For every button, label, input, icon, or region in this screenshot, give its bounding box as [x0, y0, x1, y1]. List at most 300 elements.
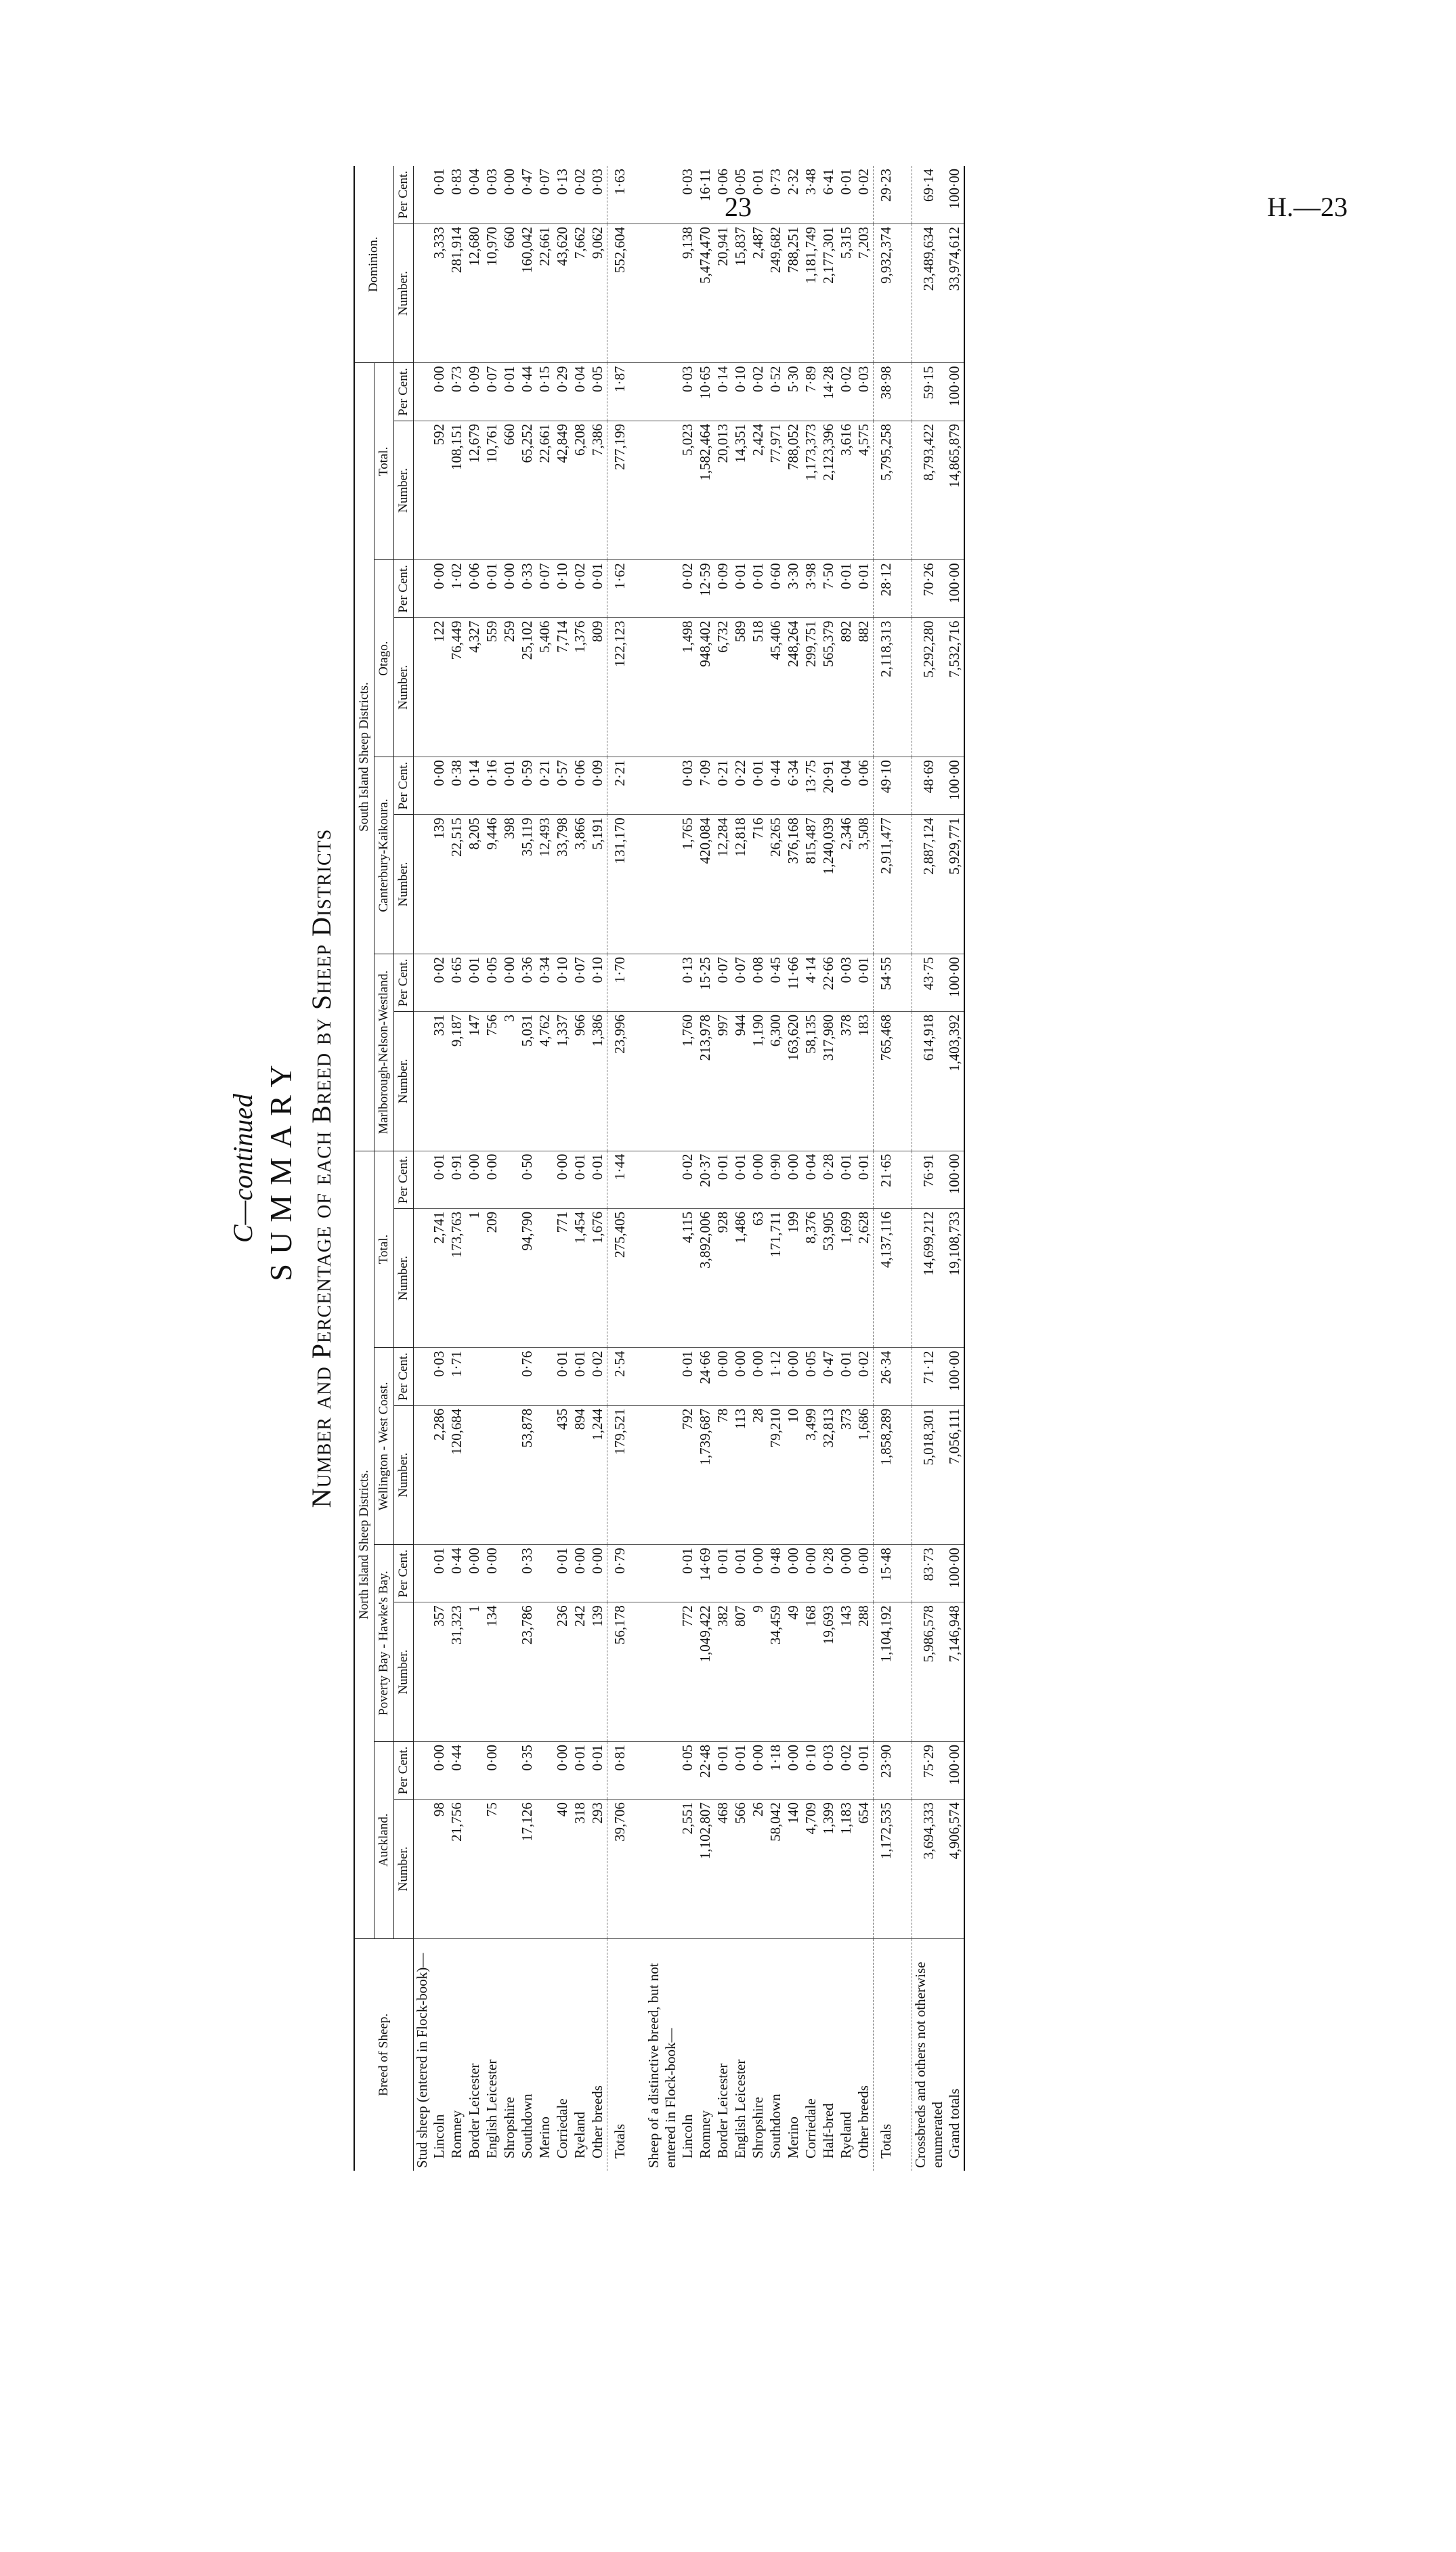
empty-cell — [645, 618, 679, 757]
empty-cell — [413, 757, 431, 815]
number-cell: 19,693 — [820, 1602, 838, 1742]
number-cell: 2,911,477 — [873, 815, 899, 954]
percent-cell: 10·65 — [697, 363, 714, 421]
number-cell: 77,971 — [767, 421, 785, 560]
number-cell: 65,252 — [519, 421, 536, 560]
number-cell — [501, 1602, 519, 1742]
percent-cell: 100·00 — [946, 1151, 964, 1208]
percent-cell: 0·00 — [802, 1545, 820, 1602]
number-cell: 4,762 — [536, 1011, 554, 1151]
number-cell: 3,616 — [838, 421, 855, 560]
row-label: Corriedale — [554, 2098, 571, 2158]
number-cell: 20,013 — [714, 421, 732, 560]
percent-cell: 0·03 — [679, 166, 697, 224]
percent-cell: 0·57 — [554, 757, 572, 815]
empty-cell — [899, 1348, 912, 1405]
row-label: Lincoln — [431, 2114, 448, 2158]
number-cell: 5,795,258 — [873, 421, 899, 560]
percent-subheader: Per Cent. — [393, 560, 413, 618]
empty-cell — [899, 421, 912, 560]
empty-cell — [413, 166, 431, 224]
empty-cell — [899, 954, 912, 1011]
district-header: Total. — [374, 1151, 393, 1348]
number-cell: 98 — [431, 1800, 448, 1939]
percent-subheader: Per Cent. — [393, 363, 413, 421]
number-cell: 317,980 — [820, 1011, 838, 1151]
number-cell: 756 — [484, 1011, 501, 1151]
empty-cell — [633, 618, 645, 757]
percent-cell — [466, 1348, 484, 1405]
number-cell: 928 — [714, 1208, 732, 1348]
percent-cell: 0·76 — [519, 1348, 536, 1405]
percent-cell: 1·71 — [448, 1348, 466, 1405]
stud-breed-row — [589, 166, 607, 2171]
empty-cell — [899, 224, 912, 363]
percent-cell: 0·10 — [802, 1741, 820, 1799]
number-cell: 94,790 — [519, 1208, 536, 1348]
number-cell: 552,604 — [607, 224, 633, 363]
percent-cell: 0·02 — [589, 1348, 607, 1405]
percent-cell: 7·09 — [697, 757, 714, 815]
number-cell: 12,679 — [466, 421, 484, 560]
number-cell: 2,424 — [750, 421, 767, 560]
number-cell: 2,286 — [431, 1405, 448, 1545]
empty-cell — [899, 363, 912, 421]
empty-cell — [645, 224, 679, 363]
percent-cell: 0·07 — [732, 954, 750, 1011]
district-header: Canterbury-Kaikoura. — [374, 757, 393, 954]
number-cell: 4,115 — [679, 1208, 697, 1348]
percent-cell: 0·01 — [431, 1151, 448, 1208]
number-cell: 143 — [838, 1602, 855, 1742]
empty-cell — [645, 1208, 679, 1348]
empty-cell — [645, 166, 679, 224]
stud-breed-row — [466, 166, 484, 2171]
percent-cell: 4·14 — [802, 954, 820, 1011]
number-cell: 765,468 — [873, 1011, 899, 1151]
percent-cell: 0·65 — [448, 954, 466, 1011]
number-subheader: Number. — [393, 1011, 413, 1151]
percent-cell: 0·00 — [572, 1545, 589, 1602]
percent-cell: 0·03 — [431, 1348, 448, 1405]
number-cell: 1,173,373 — [802, 421, 820, 560]
percent-cell: 28·12 — [873, 560, 899, 618]
percent-cell: 0·06 — [466, 560, 484, 618]
percent-cell: 0·01 — [855, 1151, 874, 1208]
empty-cell — [633, 815, 645, 954]
percent-cell: 100·00 — [946, 757, 964, 815]
number-cell: 6,208 — [572, 421, 589, 560]
number-cell: 168 — [802, 1602, 820, 1742]
percent-cell: 1·63 — [607, 166, 633, 224]
number-cell: 1,376 — [572, 618, 589, 757]
empty-cell — [899, 1011, 912, 1151]
percent-cell: 0·00 — [750, 1545, 767, 1602]
number-cell: 1,760 — [679, 1011, 697, 1151]
number-cell: 6,300 — [767, 1011, 785, 1151]
page-number: 23 — [725, 192, 752, 222]
empty-cell — [645, 1348, 679, 1405]
number-cell: 2,487 — [750, 224, 767, 363]
percent-cell: 0·02 — [855, 1348, 874, 1405]
percent-cell: 0·03 — [855, 363, 874, 421]
number-cell: 23,489,634 — [912, 224, 946, 363]
percent-cell: 0·02 — [572, 560, 589, 618]
breed-column-header: Breed of Sheep. — [354, 1938, 413, 2171]
row-label: Grand totals — [946, 1938, 964, 2171]
percent-cell: 71·12 — [912, 1348, 946, 1405]
percent-cell: 0·21 — [714, 757, 732, 815]
number-cell: 5,292,280 — [912, 618, 946, 757]
number-cell: 122,123 — [607, 618, 633, 757]
empty-cell — [633, 421, 645, 560]
number-cell — [536, 1800, 554, 1939]
empty-cell — [645, 421, 679, 560]
empty-cell — [645, 1602, 679, 1742]
percent-cell: 83·73 — [912, 1545, 946, 1602]
percent-cell: 0·07 — [484, 363, 501, 421]
number-cell: 171,711 — [767, 1208, 785, 1348]
percent-cell: 59·15 — [912, 363, 946, 421]
percent-cell: 43·75 — [912, 954, 946, 1011]
number-cell: 420,084 — [697, 815, 714, 954]
distinct-totals-row — [873, 166, 899, 2171]
empty-cell — [413, 1348, 431, 1405]
row-label: English Leicester — [484, 2059, 500, 2158]
number-cell: 378 — [838, 1011, 855, 1151]
percent-cell: 0·22 — [732, 757, 750, 815]
percent-cell: 0·02 — [750, 363, 767, 421]
percent-cell: 0·00 — [785, 1151, 802, 1208]
percent-cell: 0·15 — [536, 363, 554, 421]
percent-cell: 0·00 — [838, 1545, 855, 1602]
number-cell: 10,761 — [484, 421, 501, 560]
row-label: Totals — [607, 1938, 633, 2171]
empty-cell — [899, 560, 912, 618]
distinct-breed-row — [838, 166, 855, 2171]
percent-cell: 100·00 — [946, 363, 964, 421]
number-cell: 5,191 — [589, 815, 607, 954]
number-cell: 31,323 — [448, 1602, 466, 1742]
percent-cell: 0·10 — [554, 954, 572, 1011]
empty-cell — [899, 1800, 912, 1939]
percent-cell: 69·14 — [912, 166, 946, 224]
row-label: Merino — [785, 2117, 802, 2158]
number-cell: 2,551 — [679, 1800, 697, 1939]
number-cell: 7,662 — [572, 224, 589, 363]
number-cell: 76,449 — [448, 618, 466, 757]
percent-cell — [536, 1151, 554, 1208]
number-cell: 373 — [838, 1405, 855, 1545]
number-cell: 771 — [554, 1208, 572, 1348]
empty-cell — [413, 1405, 431, 1545]
stud-breed-row — [554, 166, 572, 2171]
number-cell: 49 — [785, 1602, 802, 1742]
number-cell: 33,974,612 — [946, 224, 964, 363]
number-cell: 3,866 — [572, 815, 589, 954]
percent-cell: 0·00 — [501, 954, 519, 1011]
title-continued: C—continued — [228, 1094, 258, 1243]
number-cell: 139 — [431, 815, 448, 954]
number-cell: 1,399 — [820, 1800, 838, 1939]
number-cell: 12,284 — [714, 815, 732, 954]
percent-cell: 0·35 — [519, 1741, 536, 1799]
percent-cell: 0·52 — [767, 363, 785, 421]
number-cell: 53,878 — [519, 1405, 536, 1545]
percent-subheader: Per Cent. — [393, 1151, 413, 1208]
number-cell: 660 — [501, 421, 519, 560]
empty-cell — [413, 1011, 431, 1151]
percent-subheader: Per Cent. — [393, 166, 413, 224]
percent-cell: 22·48 — [697, 1741, 714, 1799]
percent-cell — [536, 1741, 554, 1799]
percent-cell: 0·04 — [802, 1151, 820, 1208]
number-cell: 8,205 — [466, 815, 484, 954]
district-header: Total. — [374, 363, 393, 560]
empty-cell — [633, 1151, 645, 1208]
table-titles — [227, 142, 337, 2194]
number-cell: 140 — [785, 1800, 802, 1939]
number-cell: 9 — [750, 1602, 767, 1742]
number-cell: 1,337 — [554, 1011, 572, 1151]
number-cell — [536, 1405, 554, 1545]
number-cell — [484, 1405, 501, 1545]
percent-cell: 48·69 — [912, 757, 946, 815]
number-cell: 42,849 — [554, 421, 572, 560]
percent-cell: 0·03 — [679, 363, 697, 421]
percent-cell: 0·09 — [589, 757, 607, 815]
percent-cell: 6·41 — [820, 166, 838, 224]
district-header: Otago. — [374, 560, 393, 757]
percent-cell: 49·10 — [873, 757, 899, 815]
number-cell: 7,532,716 — [946, 618, 964, 757]
number-cell: 5,474,470 — [697, 224, 714, 363]
empty-cell — [645, 363, 679, 421]
empty-cell — [899, 1545, 912, 1602]
number-cell: 8,793,422 — [912, 421, 946, 560]
percent-cell: 0·02 — [838, 1741, 855, 1799]
number-cell: 1,049,422 — [697, 1602, 714, 1742]
percent-cell: 0·00 — [484, 1741, 501, 1799]
percent-cell: 0·01 — [732, 1741, 750, 1799]
number-cell: 9,187 — [448, 1011, 466, 1151]
row-label: Merino — [536, 2117, 553, 2158]
distinct-breed-row — [785, 166, 802, 2171]
empty-cell — [899, 1602, 912, 1742]
percent-cell: 0·01 — [750, 560, 767, 618]
empty-cell — [645, 560, 679, 618]
number-cell: 14,699,212 — [912, 1208, 946, 1348]
number-cell: 23,786 — [519, 1602, 536, 1742]
percent-cell: 0·01 — [501, 757, 519, 815]
empty-cell — [645, 1151, 679, 1208]
percent-cell: 0·01 — [679, 1545, 697, 1602]
distinct-breed-row — [802, 166, 820, 2171]
number-cell: 199 — [785, 1208, 802, 1348]
percent-cell: 5·30 — [785, 363, 802, 421]
percent-cell: 0·60 — [767, 560, 785, 618]
number-cell: 7,386 — [589, 421, 607, 560]
percent-cell: 0·33 — [519, 560, 536, 618]
percent-cell: 2·21 — [607, 757, 633, 815]
number-cell: 716 — [750, 815, 767, 954]
number-cell: 331 — [431, 1011, 448, 1151]
number-cell: 4,575 — [855, 421, 874, 560]
percent-cell: 0·90 — [767, 1151, 785, 1208]
number-cell — [536, 1208, 554, 1348]
percent-cell: 0·09 — [714, 560, 732, 618]
percent-cell: 0·10 — [732, 363, 750, 421]
number-cell: 892 — [838, 618, 855, 757]
number-cell: 3,499 — [802, 1405, 820, 1545]
number-cell: 788,251 — [785, 224, 802, 363]
number-cell: 10,970 — [484, 224, 501, 363]
percent-cell: 70·26 — [912, 560, 946, 618]
percent-cell: 0·00 — [855, 1545, 874, 1602]
number-cell — [466, 1800, 484, 1939]
number-cell: 1,454 — [572, 1208, 589, 1348]
percent-cell: 0·01 — [838, 1348, 855, 1405]
percent-cell: 15·25 — [697, 954, 714, 1011]
percent-subheader: Per Cent. — [393, 1741, 413, 1799]
percent-cell: 0·01 — [750, 757, 767, 815]
percent-cell: 0·02 — [572, 166, 589, 224]
number-cell: 559 — [484, 618, 501, 757]
percent-cell: 0·34 — [536, 954, 554, 1011]
number-cell: 4,327 — [466, 618, 484, 757]
percent-cell: 1·44 — [607, 1151, 633, 1208]
distinct-breed-row — [732, 166, 750, 2171]
empty-cell — [899, 1405, 912, 1545]
number-cell: 32,813 — [820, 1405, 838, 1545]
empty-cell — [633, 757, 645, 815]
percent-cell: 20·91 — [820, 757, 838, 815]
percent-cell: 0·01 — [838, 560, 855, 618]
percent-cell — [484, 1348, 501, 1405]
empty-cell — [413, 560, 431, 618]
stud-totals-row — [607, 166, 633, 2171]
percent-cell: 11·66 — [785, 954, 802, 1011]
empty-cell — [413, 421, 431, 560]
percent-cell: 0·48 — [767, 1545, 785, 1602]
number-cell: 3,694,333 — [912, 1800, 946, 1939]
percent-cell: 0·07 — [536, 166, 554, 224]
number-cell: 788,052 — [785, 421, 802, 560]
row-label: Crossbreds and others not otherwise enumerated — [912, 1938, 946, 2171]
percent-subheader: Per Cent. — [393, 954, 413, 1011]
number-cell: 108,151 — [448, 421, 466, 560]
number-cell: 236 — [554, 1602, 572, 1742]
number-cell: 1,190 — [750, 1011, 767, 1151]
percent-cell: 0·28 — [820, 1545, 838, 1602]
number-cell: 22,661 — [536, 421, 554, 560]
percent-cell: 1·18 — [767, 1741, 785, 1799]
distinct-breed-row — [714, 166, 732, 2171]
empty-cell — [633, 1011, 645, 1151]
percent-cell: 0·00 — [501, 560, 519, 618]
number-cell — [501, 1800, 519, 1939]
number-cell: 259 — [501, 618, 519, 757]
percent-cell: 75·29 — [912, 1741, 946, 1799]
number-cell: 23,996 — [607, 1011, 633, 1151]
empty-cell — [633, 224, 645, 363]
number-cell: 1,686 — [855, 1405, 874, 1545]
empty-cell — [899, 1741, 912, 1799]
empty-cell — [633, 1800, 645, 1939]
percent-cell: 0·16 — [484, 757, 501, 815]
percent-cell: 29·23 — [873, 166, 899, 224]
number-cell: 7,056,111 — [946, 1405, 964, 1545]
percent-cell: 0·44 — [767, 757, 785, 815]
percent-cell: 0·28 — [820, 1151, 838, 1208]
stud-section-heading — [413, 166, 431, 2171]
empty-cell — [413, 363, 431, 421]
percent-cell: 0·14 — [466, 757, 484, 815]
number-cell: 17,126 — [519, 1800, 536, 1939]
number-cell: 654 — [855, 1800, 874, 1939]
number-cell: 277,199 — [607, 421, 633, 560]
number-cell: 113 — [732, 1405, 750, 1545]
number-cell: 2,118,313 — [873, 618, 899, 757]
percent-cell: 0·36 — [519, 954, 536, 1011]
empty-cell — [633, 954, 645, 1011]
percent-cell: 100·00 — [946, 1545, 964, 1602]
percent-cell: 0·00 — [785, 1741, 802, 1799]
percent-cell: 0·01 — [679, 1348, 697, 1405]
percent-cell: 0·02 — [679, 560, 697, 618]
number-cell: 1,102,807 — [697, 1800, 714, 1939]
percent-cell: 0·73 — [448, 363, 466, 421]
number-cell: 5,031 — [519, 1011, 536, 1151]
district-header: Wellington - West Coast. — [374, 1348, 393, 1545]
number-cell: 944 — [732, 1011, 750, 1151]
number-cell: 9,446 — [484, 815, 501, 954]
percent-cell: 0·01 — [855, 560, 874, 618]
dominion-header: Dominion. — [354, 166, 393, 363]
distinct-breed-row — [750, 166, 767, 2171]
number-cell: 5,986,578 — [912, 1602, 946, 1742]
number-cell: 173,763 — [448, 1208, 466, 1348]
stud-breed-row — [448, 166, 466, 2171]
number-cell: 78 — [714, 1405, 732, 1545]
percent-cell: 0·79 — [607, 1545, 633, 1602]
empty-cell — [413, 1800, 431, 1939]
percent-cell: 6·34 — [785, 757, 802, 815]
percent-cell: 0·73 — [767, 166, 785, 224]
percent-cell: 0·21 — [536, 757, 554, 815]
percent-subheader: Per Cent. — [393, 1348, 413, 1405]
empty-cell — [645, 954, 679, 1011]
number-cell: 2,177,301 — [820, 224, 838, 363]
number-cell: 34,459 — [767, 1602, 785, 1742]
row-label: English Leicester — [732, 2059, 749, 2158]
number-cell — [466, 1405, 484, 1545]
number-cell — [501, 1208, 519, 1348]
percent-cell: 1·87 — [607, 363, 633, 421]
number-cell: 75 — [484, 1800, 501, 1939]
number-cell: 3,892,006 — [697, 1208, 714, 1348]
distinct-breed-row — [697, 166, 714, 2171]
percent-cell: 23·90 — [873, 1741, 899, 1799]
row-label — [899, 1938, 912, 2171]
number-cell: 2,123,396 — [820, 421, 838, 560]
percent-cell: 0·01 — [554, 1545, 572, 1602]
number-cell: 40 — [554, 1800, 572, 1939]
percent-subheader: Per Cent. — [393, 1545, 413, 1602]
number-subheader: Number. — [393, 224, 413, 363]
district-header: Marlborough-Nelson-Westland. — [374, 954, 393, 1151]
row-label: Sheep of a distinctive breed, but not entered in Flock-book— — [645, 1963, 679, 2168]
